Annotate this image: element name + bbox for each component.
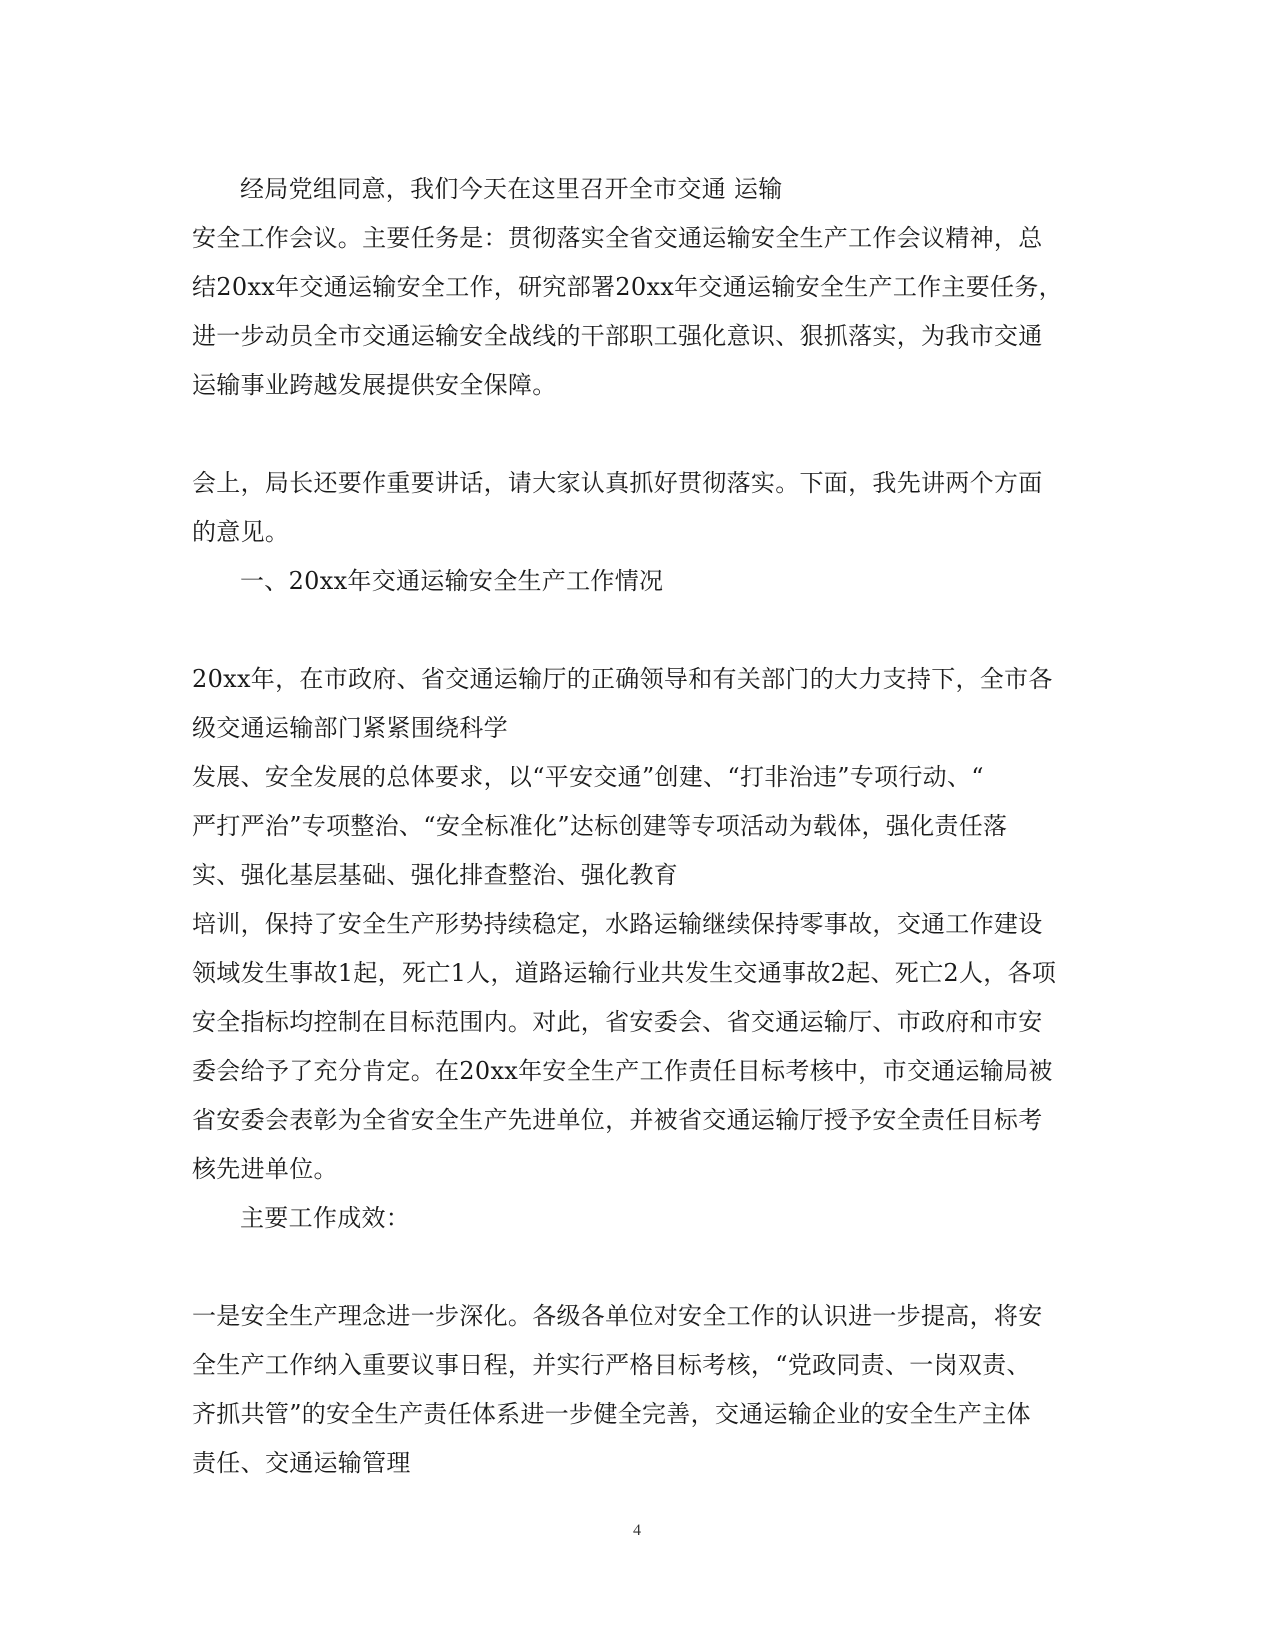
text-line: 领域发生事故1起，死亡1人，道路运输行业共发生交通事故2起、死亡2人，各项 (192, 959, 1057, 987)
text-line: 安全指标均控制在目标范围内。对此，省安委会、省交通运输厅、市政府和市安 (192, 1008, 1043, 1036)
text-line: 会上，局长还要作重要讲话，请大家认真抓好贯彻落实。下面，我先讲两个方面 (192, 469, 1043, 497)
text-line: 经局党组同意，我们今天在这里召开全市交通 运输 (240, 175, 783, 203)
page-number: 4 (633, 1522, 641, 1539)
document-body (192, 165, 1072, 1488)
paragraph (192, 900, 1072, 1194)
text-line: 的意见。 (192, 518, 290, 546)
text-line: 责任、交通运输管理 (192, 1449, 411, 1477)
paragraph (192, 557, 1072, 606)
text-line: 严打严治”专项整治、“安全标准化”达标创建等专项活动为载体，强化责任落 (192, 812, 1008, 840)
paragraph (192, 1194, 1072, 1243)
text-line: 运输事业跨越发展提供安全保障。 (192, 371, 557, 399)
text-line: 进一步动员全市交通运输安全战线的干部职工强化意识、狠抓落实，为我市交通 (192, 322, 1043, 350)
paragraph-gap (192, 606, 1072, 655)
text-line: 实、强化基层基础、强化排查整治、强化教育 (192, 861, 678, 889)
text-line: 委会给予了充分肯定。在20xx年安全生产工作责任目标考核中，市交通运输局被 (192, 1057, 1053, 1085)
paragraph (192, 165, 1072, 214)
paragraph (192, 459, 1072, 557)
text-line: 级交通运输部门紧紧围绕科学 (192, 714, 508, 742)
text-line: 20xx年，在市政府、省交通运输厅的正确领导和有关部门的大力支持下，全市各 (192, 665, 1053, 693)
text-line: 齐抓共管”的安全生产责任体系进一步健全完善，交通运输企业的安全生产主体 (192, 1400, 1031, 1428)
text-line: 省安委会表彰为全省安全生产先进单位，并被省交通运输厅授予安全责任目标考 (192, 1106, 1043, 1134)
paragraph (192, 214, 1072, 410)
text-line: 主要工作成效： (240, 1204, 411, 1232)
paragraph (192, 753, 1072, 900)
text-line: 一、20xx年交通运输安全生产工作情况 (240, 567, 664, 595)
paragraph-gap (192, 410, 1072, 459)
text-line: 一是安全生产理念进一步深化。各级各单位对安全工作的认识进一步提高，将安 (192, 1302, 1043, 1330)
paragraph (192, 655, 1072, 753)
text-line: 安全工作会议。主要任务是：贯彻落实全省交通运输安全生产工作会议精神，总 (192, 224, 1043, 252)
paragraph-gap (192, 1243, 1072, 1292)
text-line: 全生产工作纳入重要议事日程，并实行严格目标考核，“党政同责、一岗双责、 (192, 1351, 1031, 1379)
text-line: 发展、安全发展的总体要求，以“平安交通”创建、“打非治违”专项行动、“ (192, 763, 984, 791)
text-line: 核先进单位。 (192, 1155, 338, 1183)
text-line: 结20xx年交通运输安全工作，研究部署20xx年交通运输安全生产工作主要任务， (192, 273, 1063, 301)
paragraph (192, 1292, 1072, 1488)
text-line: 培训，保持了安全生产形势持续稳定，水路运输继续保持零事故，交通工作建设 (192, 910, 1043, 938)
